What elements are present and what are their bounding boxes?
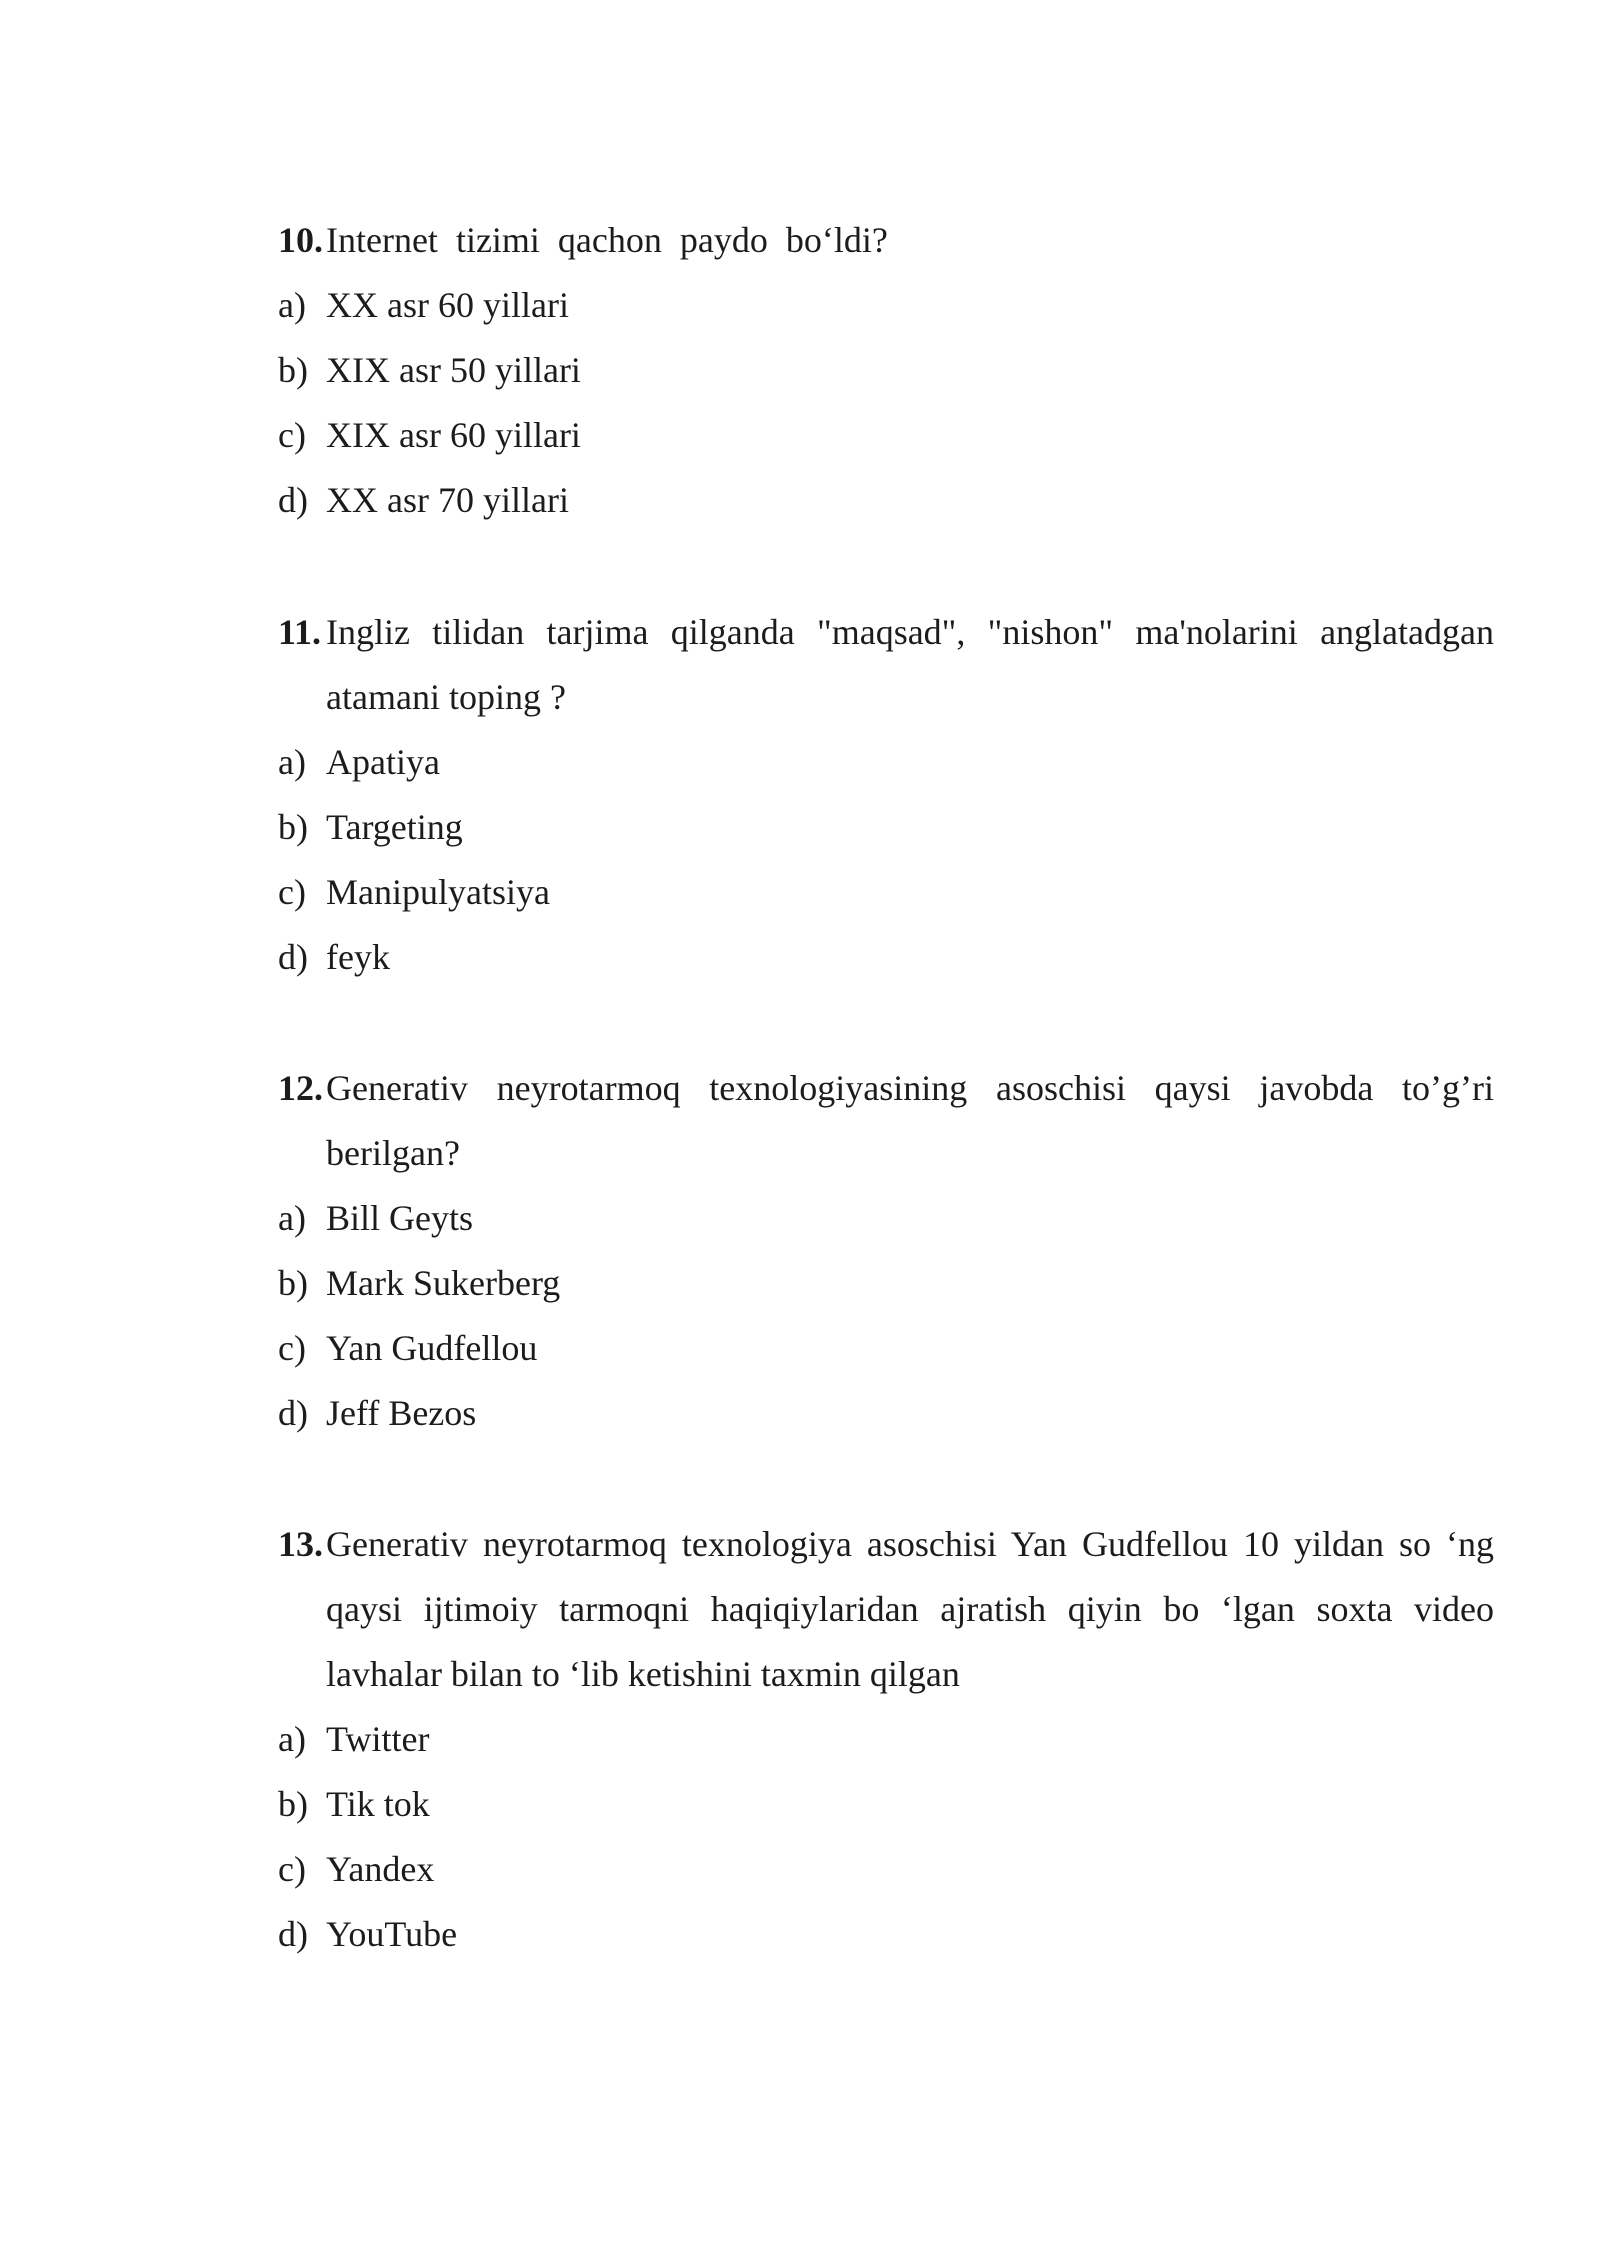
question-head: [278, 208, 1494, 273]
question-head: [278, 1512, 1494, 1707]
option-text: Manipulyatsiya: [326, 872, 550, 912]
option-text: XX asr 70 yillari: [326, 480, 569, 520]
option-letter: b): [278, 1784, 308, 1824]
option-letter: b): [278, 350, 308, 390]
answer-options: [278, 1186, 1494, 1446]
question-13: [278, 1512, 1494, 1967]
answer-option-b: [278, 795, 1494, 860]
answer-option-a: [278, 730, 1494, 795]
question-text: Ingliz tilidan tarjima qilganda "maqsad", "nishon" ma'nolarini anglatadgan atamani toping ?: [326, 612, 1494, 717]
option-text: Yan Gudfellou: [326, 1328, 538, 1368]
answer-options: [278, 273, 1494, 533]
option-text: Yandex: [326, 1849, 435, 1889]
answer-option-c: [278, 860, 1494, 925]
question-10: [278, 208, 1494, 533]
answer-option-c: [278, 1316, 1494, 1381]
option-text: Targeting: [326, 807, 463, 847]
option-letter: b): [278, 807, 308, 847]
option-letter: a): [278, 285, 306, 325]
answer-options: [278, 730, 1494, 990]
option-text: XIX asr 50 yillari: [326, 350, 581, 390]
question-text: Generativ neyrotarmoq texnologiya asoschisi Yan Gudfellou 10 yildan so ‘ng qaysi ijtimoiy tarmoqni haqiqiylaridan ajratish qiyin bo ‘lgan soxta video lavhalar bilan to ‘lib ketishini taxmin qilgan: [326, 1524, 1494, 1694]
option-text: Bill Geyts: [326, 1198, 474, 1238]
question-head: [278, 1056, 1494, 1186]
option-text: feyk: [326, 937, 390, 977]
option-text: Mark Sukerberg: [326, 1263, 561, 1303]
answer-option-a: [278, 1707, 1494, 1772]
question-number: 11.: [278, 612, 322, 652]
option-letter: b): [278, 1263, 308, 1303]
option-text: Tik tok: [326, 1784, 430, 1824]
option-letter: a): [278, 1198, 306, 1238]
option-text: XIX asr 60 yillari: [326, 415, 581, 455]
answer-option-c: [278, 403, 1494, 468]
answer-option-d: [278, 1381, 1494, 1446]
option-letter: c): [278, 1328, 306, 1368]
answer-option-d: [278, 1902, 1494, 1967]
question-head: [278, 600, 1494, 730]
option-letter: c): [278, 1849, 306, 1889]
answer-options: [278, 1707, 1494, 1967]
question-text: Internet tizimi qachon paydo bo‘ldi?: [326, 220, 888, 260]
question-number: 10.: [278, 220, 323, 260]
answer-option-b: [278, 1772, 1494, 1837]
question-11: [278, 600, 1494, 990]
question-number: 12.: [278, 1068, 323, 1108]
question-number: 13.: [278, 1524, 323, 1564]
option-letter: a): [278, 1719, 306, 1759]
option-letter: c): [278, 872, 306, 912]
answer-option-c: [278, 1837, 1494, 1902]
question-text: Generativ neyrotarmoq texnologiyasining asoschisi qaysi javobda to’g’ri berilgan?: [326, 1068, 1494, 1173]
answer-option-b: [278, 1251, 1494, 1316]
option-text: Twitter: [326, 1719, 430, 1759]
option-text: Apatiya: [326, 742, 440, 782]
option-text: YouTube: [326, 1914, 458, 1954]
option-letter: d): [278, 480, 308, 520]
answer-option-d: [278, 468, 1494, 533]
option-letter: d): [278, 937, 308, 977]
option-letter: d): [278, 1914, 308, 1954]
option-text: XX asr 60 yillari: [326, 285, 569, 325]
answer-option-b: [278, 338, 1494, 403]
question-12: [278, 1056, 1494, 1446]
answer-option-a: [278, 273, 1494, 338]
option-letter: a): [278, 742, 306, 782]
answer-option-d: [278, 925, 1494, 990]
option-letter: c): [278, 415, 306, 455]
option-text: Jeff Bezos: [326, 1393, 477, 1433]
option-letter: d): [278, 1393, 308, 1433]
answer-option-a: [278, 1186, 1494, 1251]
